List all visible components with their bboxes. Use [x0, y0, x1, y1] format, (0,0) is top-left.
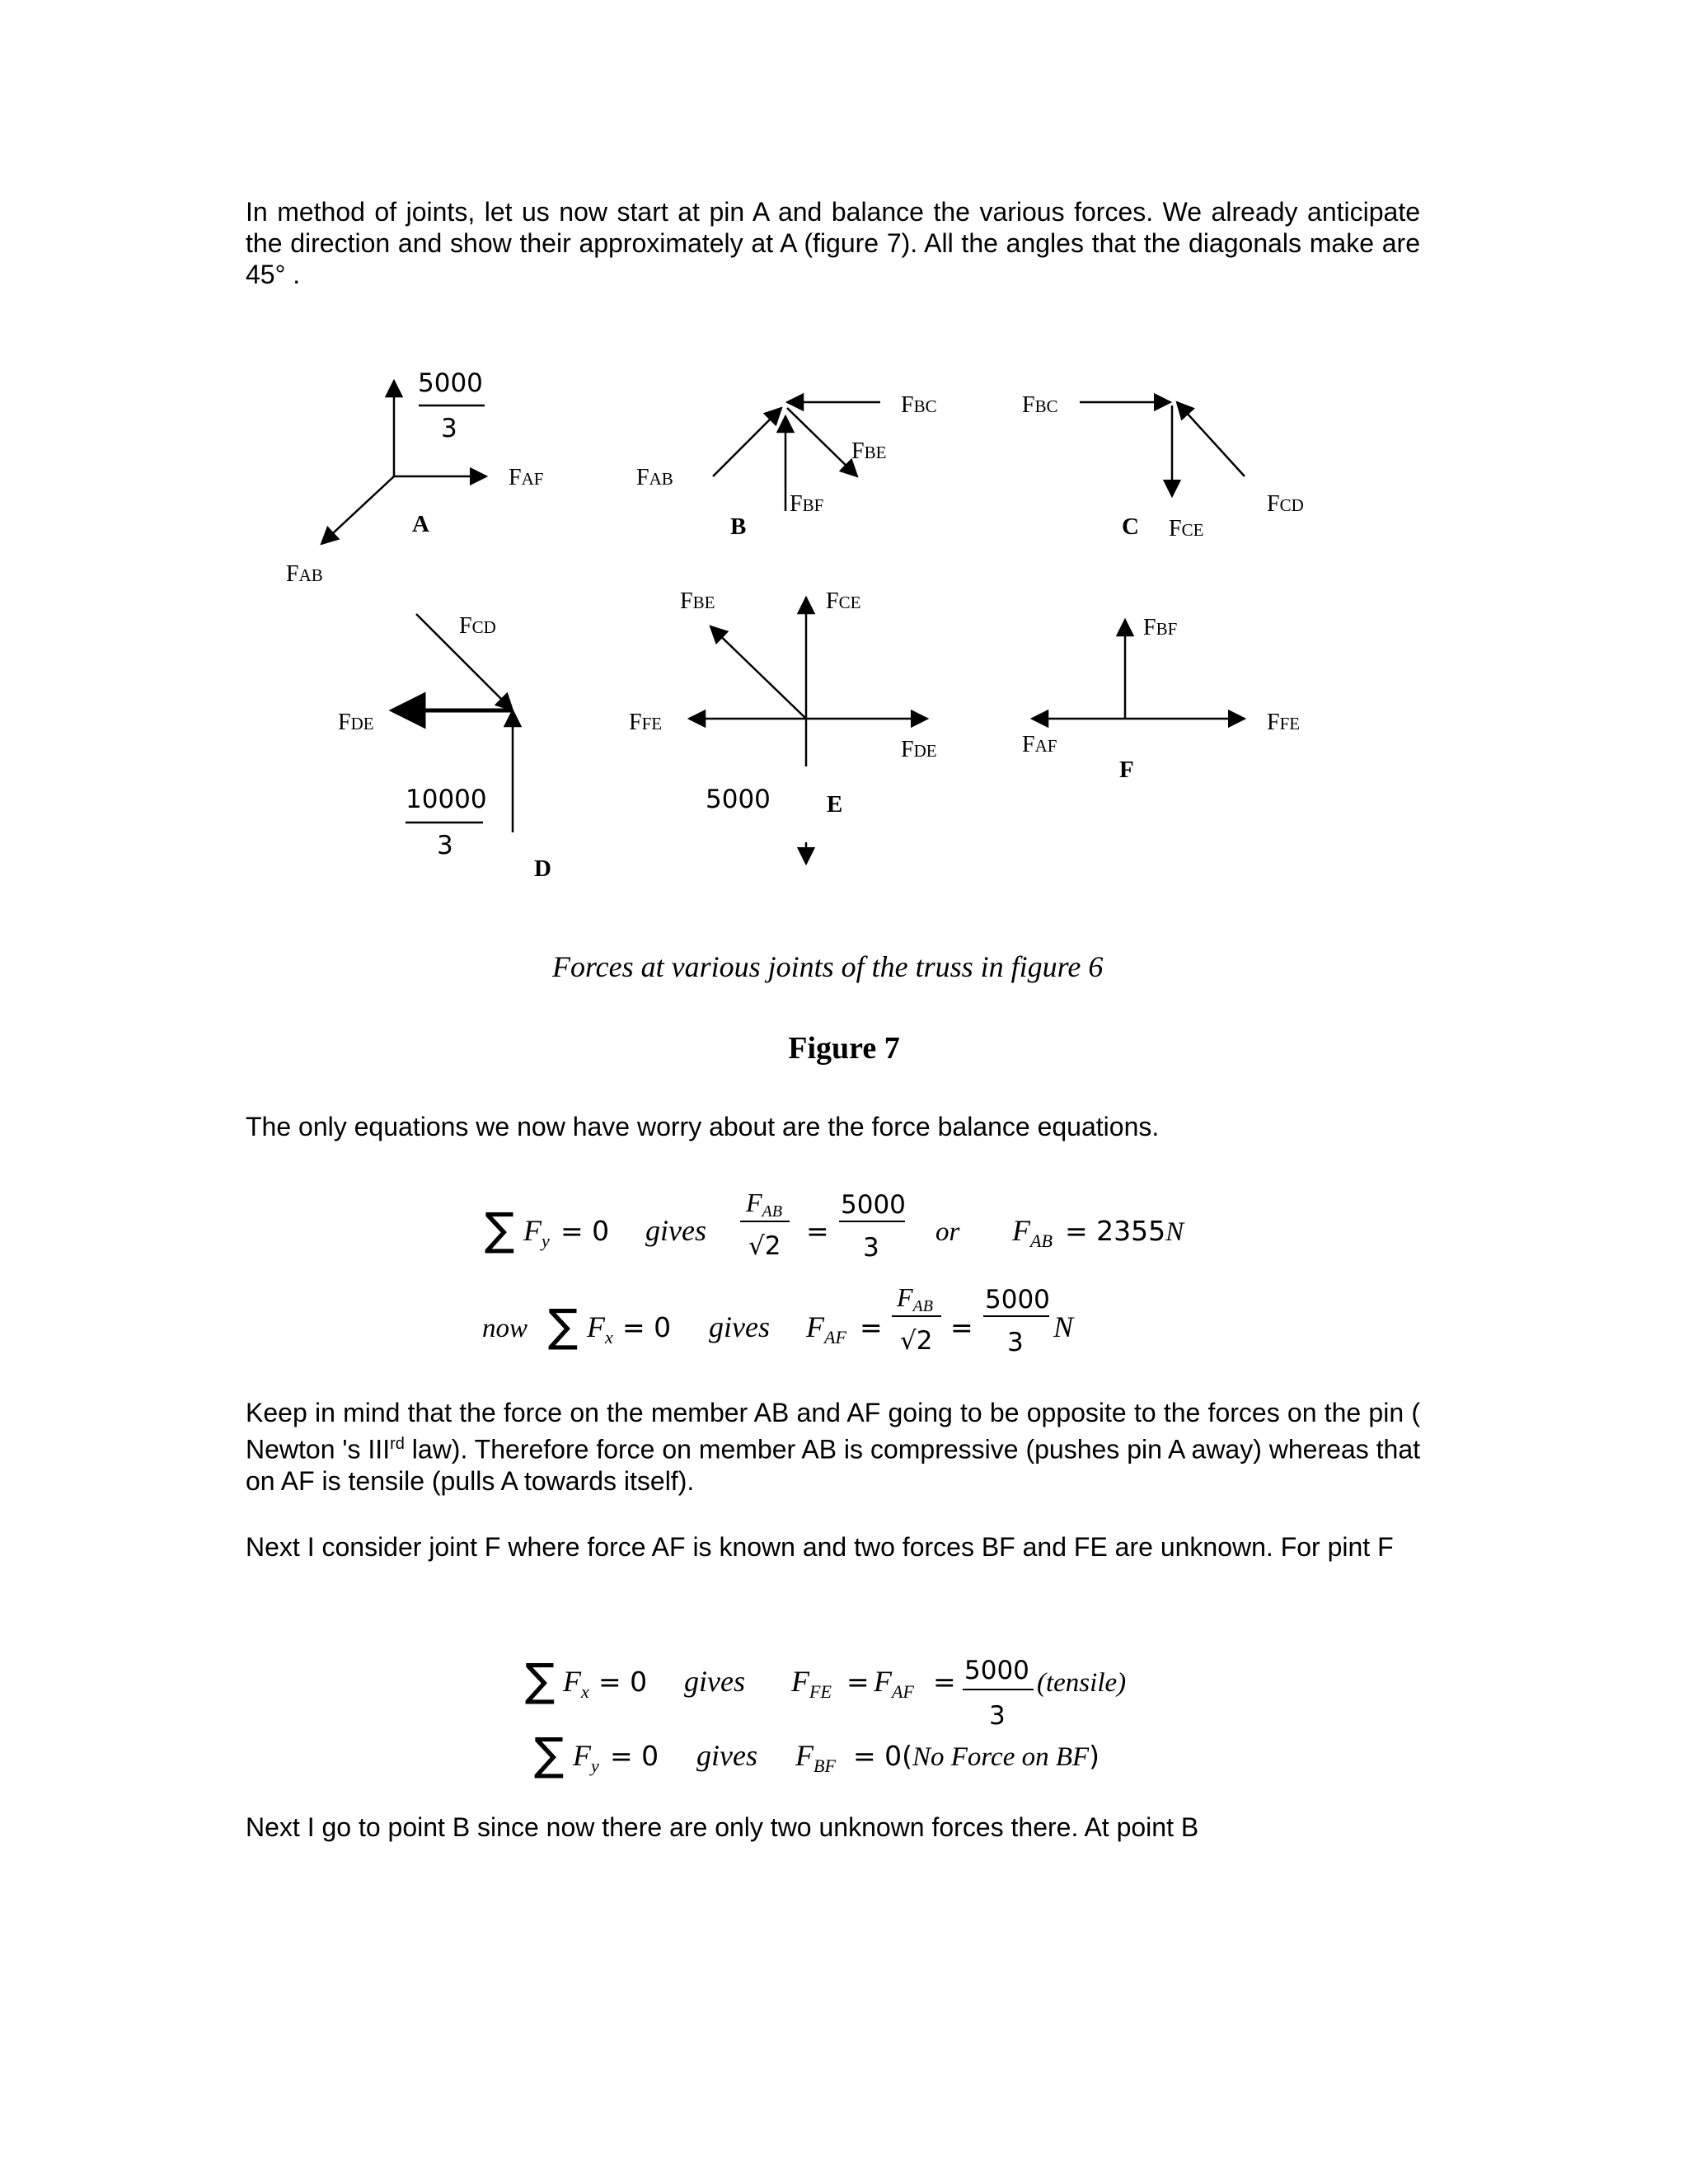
joint-c-fcd-label: FCD: [1267, 491, 1304, 517]
joint-f-ffe-label: FFE: [1267, 710, 1301, 735]
joint-a-fab-arrow: [321, 476, 394, 544]
equation-sum-fy-1: [485, 1188, 1185, 1263]
joint-b-fab-arrow: [713, 408, 781, 476]
joint-a-faf-label: FAF: [509, 465, 544, 490]
joint-b-fbe-label: FBE: [851, 438, 887, 464]
svg-text:= 0: = 0: [622, 1311, 672, 1343]
intro-paragraph: In method of joints, let us now start at pin A and balance the various forces. We already anticipate the direction and show their approximately at A (figure 7). All the angles that the diagonals make are 45° .: [246, 197, 1420, 289]
joint-e-fbe-arrow: [710, 626, 806, 719]
joint-d-fde-label: FDE: [338, 710, 374, 735]
svg-text:FAF: $F_{AF}$: [806, 1310, 846, 1347]
joint-e-load: 5000: [706, 785, 771, 814]
svg-text:∑: ∑: [525, 1654, 556, 1706]
joint-c-fce-label: FCE: [1169, 516, 1204, 541]
joint-e-fbe-label: FBE: [680, 588, 715, 614]
joint-b-fbe-arrow: [787, 408, 857, 476]
joint-b-fab-label: FAB: [636, 465, 673, 490]
svg-text:= 0: = 0: [560, 1215, 610, 1247]
joint-d-name: D: [534, 855, 551, 882]
svg-text:=: =: [860, 1311, 883, 1343]
svg-text:∑: ∑: [485, 1203, 515, 1255]
svg-text:Fx: $F_x$: [587, 1310, 613, 1347]
svg-text:gives: gives: [645, 1214, 706, 1247]
newton-third-law-paragraph: Keep in mind that the force on the member AB and AF going to be opposite to the forces on the pin ( Newton 's IIIrd law). Therefore force on member AB is compressive (pushes pin A away) whereas that on AF is tensile (pulls A towards itself).: [246, 1398, 1421, 1496]
svg-text:3: 3: [1007, 1328, 1024, 1357]
joint-e-ffe-label: FFE: [629, 710, 663, 735]
svg-text:∑: ∑: [548, 1300, 579, 1352]
svg-text:√2: √2: [748, 1231, 781, 1261]
svg-text:3: 3: [863, 1233, 879, 1263]
svg-text:FFE: $F_{FE}$: [791, 1665, 832, 1702]
svg-text:FAF: $F_{AF}$: [874, 1665, 914, 1702]
joint-f-name: F: [1119, 757, 1134, 783]
joint-b-paragraph: Next I go to point B since now there are only two unknown forces there. At point B: [246, 1812, 1199, 1842]
joint-a-load-den: 3: [441, 414, 457, 443]
svg-text:Fy: $F_y$: [523, 1214, 550, 1251]
svg-text:=: =: [846, 1666, 870, 1698]
svg-text:5000: 5000: [841, 1190, 906, 1220]
svg-text:= 2355N: = 2355N: [1065, 1215, 1184, 1247]
joint-a-forces: [321, 381, 486, 544]
joint-e-fce-label: FCE: [826, 588, 861, 614]
svg-text:gives: gives: [684, 1665, 745, 1698]
svg-text:= 0: = 0: [598, 1666, 648, 1698]
joint-d-load-num: 10000: [406, 785, 487, 814]
joint-e-forces: [689, 598, 927, 864]
joint-b-name: B: [730, 513, 747, 540]
svg-text:Fx: $F_x$: [563, 1665, 589, 1702]
equation-sum-fy-2: [534, 1728, 1100, 1780]
svg-text:FAB: FAB: [897, 1282, 933, 1315]
svg-text:gives: gives: [696, 1739, 757, 1772]
equation-sum-fx-1: [482, 1282, 1075, 1357]
joint-f-paragraph: Next I consider joint F where force AF is known and two forces BF and FE are unknown. For pint F: [246, 1532, 1394, 1562]
joint-e-name: E: [827, 791, 843, 818]
svg-text:5000: 5000: [985, 1285, 1050, 1315]
svg-text:gives: gives: [709, 1310, 770, 1343]
svg-text:3: 3: [989, 1701, 1006, 1731]
joint-b-fbc-label: FBC: [901, 392, 937, 418]
joint-a-fab-label: FAB: [286, 561, 323, 587]
figure-title: Figure 7: [788, 1031, 900, 1066]
joint-b-fbf-label: FBF: [790, 491, 824, 517]
svg-text:5000: 5000: [964, 1656, 1029, 1685]
joint-c-fcd-arrow: [1177, 402, 1245, 476]
figure-caption: Forces at various joints of the truss in figure 6: [552, 950, 1104, 983]
joint-c-forces: [1080, 402, 1245, 496]
joint-c-fbc-label: FBC: [1022, 392, 1058, 418]
svg-text:= 0: = 0: [610, 1740, 659, 1772]
joint-d-load-den: 3: [437, 831, 453, 860]
svg-text:or: or: [935, 1217, 960, 1247]
svg-text:FAB: $F_{AB}$: [1012, 1214, 1053, 1251]
joint-a-load-num: 5000: [418, 368, 483, 398]
svg-text:=: =: [950, 1311, 973, 1343]
svg-text:=: =: [933, 1666, 956, 1698]
svg-text:FBF: $F_{BF}$: [795, 1739, 836, 1776]
svg-text:∑: ∑: [534, 1728, 565, 1780]
svg-text:Fy: $F_y$: [573, 1739, 599, 1776]
svg-text:=: =: [806, 1215, 829, 1247]
svg-text:(tensile): (tensile): [1037, 1668, 1127, 1698]
equations-intro: The only equations we now have worry about are the force balance equations.: [246, 1112, 1160, 1141]
joint-c-name: C: [1122, 513, 1139, 540]
svg-text:FAB: FAB: [746, 1188, 782, 1221]
equation-sum-fx-2: [525, 1654, 1126, 1731]
joint-a-name: A: [412, 511, 429, 537]
joint-e-fde-label: FDE: [901, 737, 937, 762]
svg-text:= 0(No Force on BF): = 0(No Force on BF): [853, 1740, 1100, 1772]
svg-text:√2: √2: [900, 1326, 933, 1356]
joint-f-faf-label: FAF: [1022, 732, 1057, 757]
joint-f-forces: [1032, 620, 1245, 719]
joint-d-fcd-label: FCD: [459, 613, 496, 639]
svg-text:N: N: [1053, 1310, 1074, 1343]
joint-f-fbf-label: FBF: [1143, 615, 1178, 640]
svg-text:now: now: [482, 1314, 528, 1343]
figure-7-diagram: [0, 0, 1688, 915]
